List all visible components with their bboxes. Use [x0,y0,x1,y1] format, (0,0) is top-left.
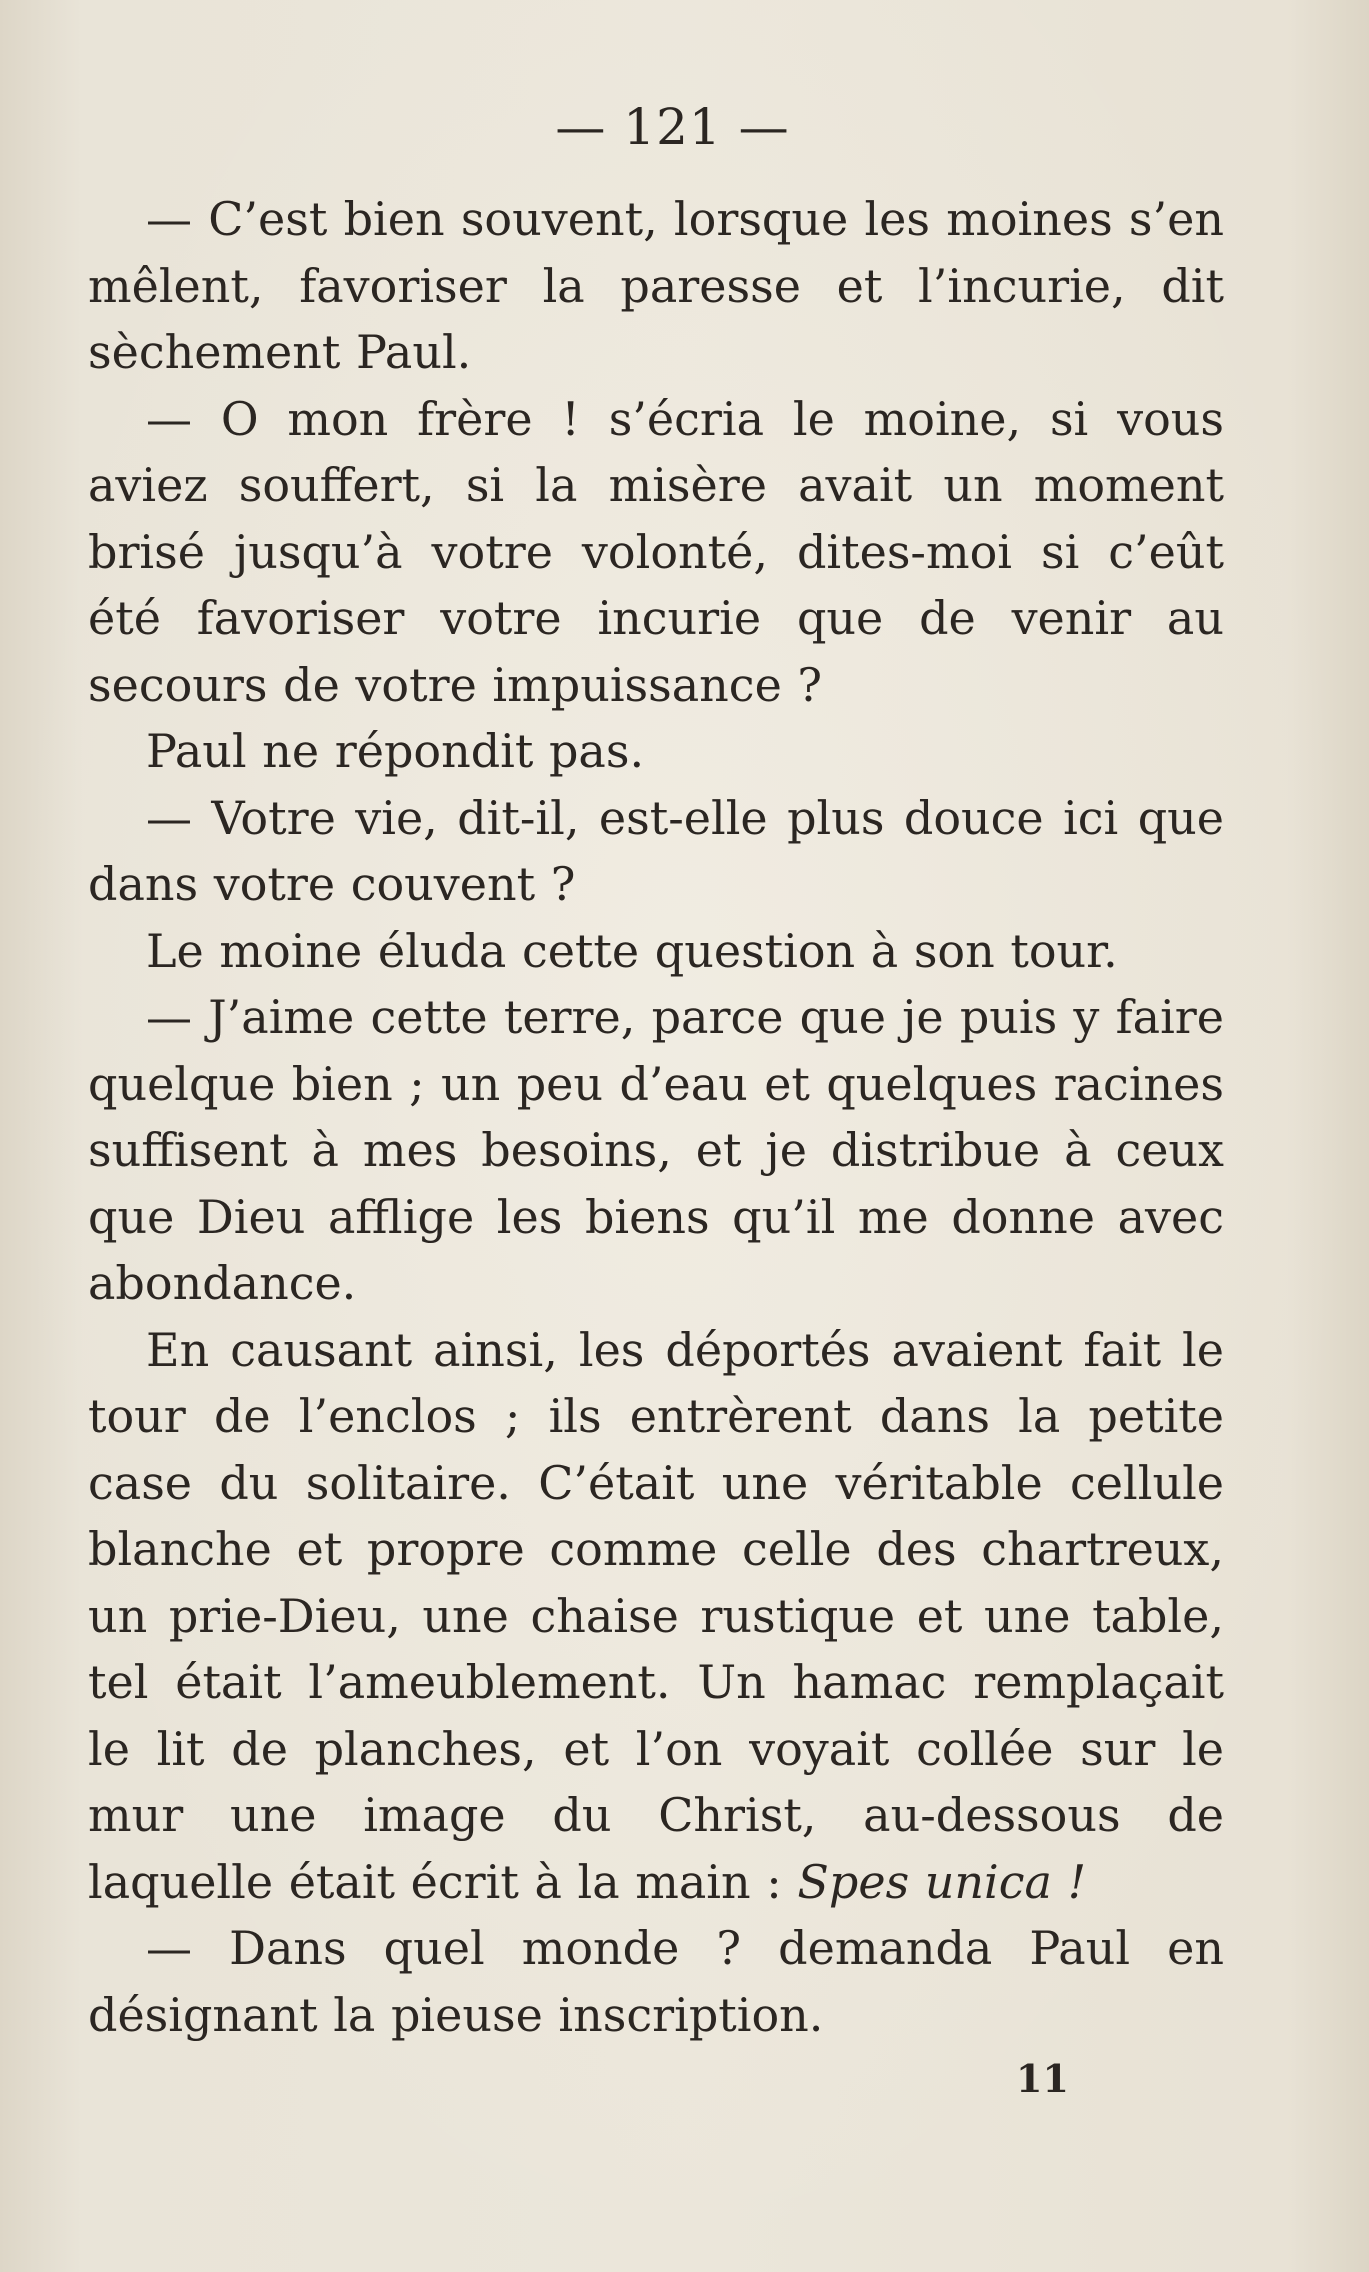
paragraph-text: Le moine éluda cette question à son tour. [146,923,1118,978]
paragraph-text: — Votre vie, dit-il, est-elle plus douce ici que dans votre couvent ? [88,790,1224,911]
body-text [88,186,1224,2048]
paragraph [88,1915,1224,2048]
paragraph [88,386,1224,719]
italic-inscription: Spes unica ! [797,1854,1087,1909]
paragraph-text: Paul ne répondit pas. [146,724,645,778]
paragraph-text: — Dans quel monde ? demanda Paul en désignant la pieuse inscription. [88,1921,1224,2042]
paragraph [88,785,1224,918]
paragraph [88,918,1224,985]
page-number-header: — 121 — [555,98,790,156]
paragraph [88,718,1224,785]
paragraph-text: — O mon frère ! s’écria le moine, si vous aviez souffert, si la misère avait un moment brisé jusqu’à votre volonté, dites-moi si c’eût été favoriser votre incurie que de venir au secours de votre impuissance ? [88,391,1224,712]
paragraph [88,984,1224,1317]
paragraph-text: — C’est bien souvent, lorsque les moines s’en mêlent, favoriser la paresse et l’incurie, dit sèchement Paul. [88,192,1224,379]
signature-mark: 11 [1016,2056,1069,2101]
paragraph [88,1317,1224,1916]
paragraph-text: — J’aime cette terre, parce que je puis y faire quelque bien ; un peu d’eau et quelques racines suffisent à mes besoins, et je distribue à ceux que Dieu afflige les biens qu’il me donne avec abondance. [88,990,1224,1310]
paragraph [88,186,1224,386]
paragraph-text: En causant ainsi, les déportés avaient fait le tour de l’enclos ; ils entrèrent dans la petite case du solitaire. C’était une véritable cellule blanche et propre comme celle des chartreux, un prie-Dieu, une chaise rustique et une table, tel était l’ameublement. Un hamac remplaçait le lit de planches, et l’on voyait collée sur le mur une image du Christ, au-dessous de laquelle était écrit à la main : [88,1322,1224,1909]
